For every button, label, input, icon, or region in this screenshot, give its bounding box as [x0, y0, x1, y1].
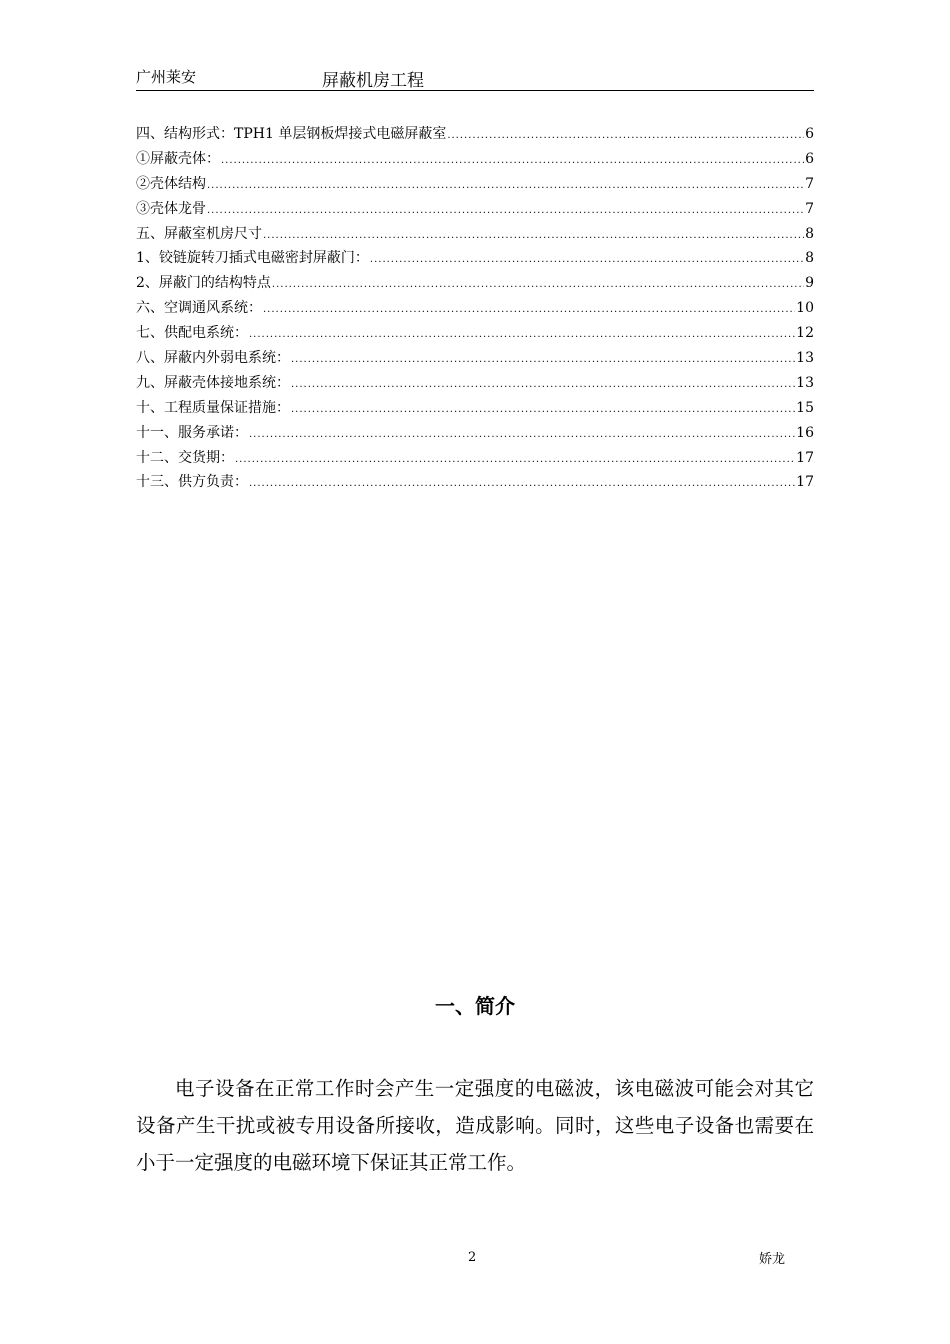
toc-entry[interactable]: [136, 470, 814, 495]
toc-entry-page: 6: [805, 150, 814, 167]
toc-entry[interactable]: [136, 172, 814, 197]
toc-entry-page: 17: [796, 449, 814, 466]
toc-entry-page: 9: [805, 275, 814, 292]
toc-leader-dots: [235, 448, 795, 473]
toc-entry-page: 8: [805, 250, 814, 267]
toc-entry-label: 七、供配电系统：: [136, 325, 248, 342]
toc-leader-dots: [291, 373, 795, 398]
toc-leader-dots: [370, 248, 804, 273]
toc-entry-label: 1、铰链旋转刀插式电磁密封屏蔽门：: [136, 250, 369, 267]
intro-paragraph: 电子设备在正常工作时会产生一定强度的电磁波，该电磁波可能会对其它设备产生干扰或被专用设备所接收，造成影响。同时，这些电子设备也需要在小于一定强度的电磁环境下保证其正常工作。: [136, 1077, 814, 1174]
toc-entry[interactable]: [136, 446, 814, 471]
toc-entry-label: 十三、供方负责：: [136, 474, 248, 491]
toc-entry-page: 12: [796, 325, 814, 342]
header-company: 广州莱安: [136, 68, 197, 86]
toc-entry-label: 八、屏蔽内外弱电系统：: [136, 350, 290, 367]
toc-leader-dots: [447, 124, 804, 149]
toc-leader-dots: [263, 298, 795, 323]
toc-entry-label: 五、屏蔽室机房尺寸: [136, 225, 262, 242]
toc-leader-dots: [291, 398, 795, 423]
toc-entry-page: 15: [796, 399, 814, 416]
toc-entry[interactable]: [136, 197, 814, 222]
toc-entry[interactable]: [136, 222, 814, 247]
toc-leader-dots: [221, 149, 804, 174]
toc-entry-label: 十、工程质量保证措施：: [136, 399, 290, 416]
toc-leader-dots: [272, 273, 804, 298]
toc-entry-page: 7: [805, 175, 814, 192]
toc-entry-label: ②壳体结构: [136, 175, 206, 192]
header-project-title: 屏蔽机房工程: [322, 71, 424, 91]
toc-entry[interactable]: [136, 271, 814, 296]
toc-leader-dots: [207, 174, 804, 199]
toc-leader-dots: [249, 423, 795, 448]
toc-entry-page: 13: [796, 350, 814, 367]
toc-entry[interactable]: [136, 421, 814, 446]
toc-entry-label: 十一、服务承诺：: [136, 424, 248, 441]
toc-entry-label: 2、屏蔽门的结构特点: [136, 275, 271, 292]
toc-entry[interactable]: [136, 346, 814, 371]
table-of-contents: [136, 122, 814, 495]
toc-entry-label: 四、结构形式：TPH1 单层钢板焊接式电磁屏蔽室: [136, 126, 447, 142]
toc-entry-page: 13: [796, 374, 814, 391]
toc-entry-label: 九、屏蔽壳体接地系统：: [136, 374, 290, 391]
toc-entry-page: 7: [805, 200, 814, 217]
toc-entry-label: ①屏蔽壳体：: [136, 150, 220, 167]
page-header: [136, 66, 814, 91]
toc-entry[interactable]: [136, 396, 814, 421]
toc-entry[interactable]: [136, 296, 814, 321]
toc-entry-label: 六、空调通风系统：: [136, 300, 262, 317]
toc-leader-dots: [263, 224, 804, 249]
toc-entry[interactable]: [136, 147, 814, 172]
footer-author: 娇龙: [759, 1252, 786, 1267]
section-heading: 一、简介: [435, 994, 515, 1018]
toc-entry-page: 17: [796, 474, 814, 491]
toc-entry[interactable]: [136, 321, 814, 346]
page-number: 2: [468, 1250, 477, 1265]
toc-entry-page: 16: [796, 424, 814, 441]
toc-entry-page: 10: [796, 300, 814, 317]
toc-entry-page: 6: [805, 126, 814, 142]
toc-entry-label: ③壳体龙骨: [136, 200, 206, 217]
toc-leader-dots: [249, 472, 795, 497]
toc-entry-label: 十二、交货期：: [136, 449, 234, 466]
toc-entry[interactable]: [136, 371, 814, 396]
toc-entry[interactable]: [136, 246, 814, 271]
toc-entry[interactable]: [136, 122, 814, 147]
toc-leader-dots: [207, 199, 804, 224]
toc-entry-page: 8: [805, 225, 814, 242]
toc-leader-dots: [291, 348, 795, 373]
toc-leader-dots: [249, 323, 795, 348]
